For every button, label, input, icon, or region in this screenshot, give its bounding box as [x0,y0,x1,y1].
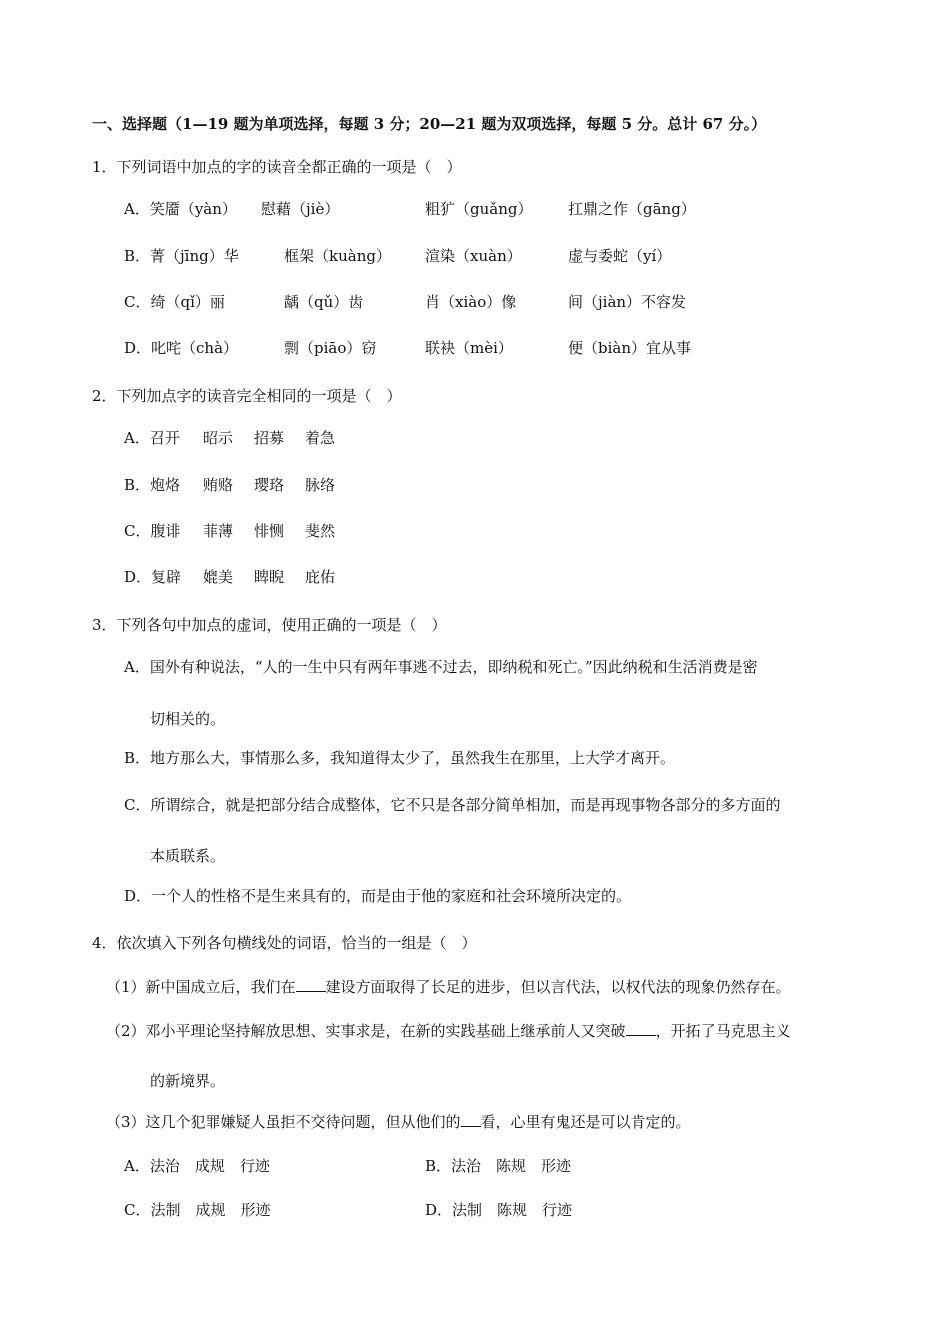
q2-option-b-word-3: 璎珞 [254,476,285,494]
q4-option-c: C．法制 成规 形迹 [124,1201,271,1219]
q1-option-b-item-3: 渲染（xuàn） [425,247,522,265]
q1-option-d-item-1: D．叱咤（chà） [124,339,239,357]
q2-option-c-word-2: 菲薄 [203,522,234,540]
q1-option-a-item-4: 扛鼎之作（gāng） [568,200,696,218]
q1-option-a-item-3: 粗犷（guǎng） [425,200,533,218]
q4-sentence-1-part-2: 建设方面取得了长足的进步，但以言代法，以权代法的现象仍然存在。 [325,978,791,996]
q4-blank-3 [461,1112,481,1127]
q3-option-a-line-1: A．国外有种说法，“人的一生中只有两年事逃不过去，即纳税和死亡。”因此纳税和生活消费是密 [124,658,758,676]
q2-option-b-word-2: 贿赂 [203,476,234,494]
q1-option-c-item-1: C．绮（qǐ）丽 [124,293,225,311]
q4-sentence-3 [106,1112,691,1132]
section-heading: 一、选择题（1—19 题为单项选择，每题 3 分；20—21 题为双项选择，每题 5 分。总计 67 分。） [92,115,767,133]
q4-sentence-1-part-1: （1）新中国成立后，我们在 [106,978,296,996]
question-2-stem: 2．下列加点字的读音完全相同的一项是（ ） [92,387,402,405]
q4-sentence-2-part-1: （2）邓小平理论坚持解放思想、实事求是，在新的实践基础上继承前人又突破 [106,1022,626,1040]
q3-option-a-line-2: 切相关的。 [150,710,226,728]
q2-option-a-word-2: 昭示 [203,429,234,447]
q4-blank-2 [626,1021,656,1036]
q1-option-a-item-2: 慰藉（jiè） [261,200,340,218]
q2-option-a-word-4: 着急 [305,429,336,447]
q4-option-a: A．法治 成规 行迹 [124,1157,270,1175]
question-1-stem: 1．下列词语中加点的字的读音全都正确的一项是（ ） [92,158,462,176]
q2-option-d-word-1: D．复辟 [124,568,182,586]
q2-option-d-word-3: 睥睨 [254,568,285,586]
q3-option-c-line-2: 本质联系。 [150,847,226,865]
q2-option-c-word-3: 悱恻 [254,522,285,540]
q4-sentence-3-part-1: （3）这几个犯罪嫌疑人虽拒不交待问题，但从他们的 [106,1113,461,1131]
q2-option-d-word-4: 庇佑 [305,568,336,586]
question-3-stem: 3．下列各句中加点的虚词，使用正确的一项是（ ） [92,616,447,634]
q3-option-d: D．一个人的性格不是生来具有的，而是由于他的家庭和社会环境所决定的。 [124,887,632,905]
q2-option-c-word-1: C．腹诽 [124,522,181,540]
q2-option-d-word-2: 媲美 [203,568,234,586]
q1-option-b-item-1: B．菁（jīng）华 [124,247,239,265]
q2-option-c-word-4: 斐然 [305,522,336,540]
q3-option-c-line-1: C．所谓综合，就是把部分结合成整体，它不只是各部分简单相加，而是再现事物各部分的多方面的 [124,796,781,814]
q2-option-a-word-3: 招募 [254,429,285,447]
q4-blank-1 [296,977,326,992]
q4-sentence-2-continued: 的新境界。 [150,1072,226,1090]
q4-sentence-2 [106,1021,791,1041]
q1-option-d-item-3: 联袂（mèi） [425,339,513,357]
q2-option-a-word-1: A．召开 [124,429,180,447]
q1-option-b-item-2: 框架（kuàng） [284,247,391,265]
q2-option-b-word-4: 脉络 [305,476,336,494]
q4-option-d: D．法制 陈规 行迹 [425,1201,573,1219]
q1-option-c-item-2: 龋（qǔ）齿 [284,293,364,311]
question-4-stem: 4．依次填入下列各句横线处的词语，恰当的一组是（ ） [92,934,477,952]
q4-option-b: B．法治 陈规 形迹 [425,1157,572,1175]
q1-option-c-item-4: 间（jiàn）不容发 [568,293,687,311]
q4-sentence-1 [106,977,791,997]
q1-option-b-item-4: 虚与委蛇（yí） [568,247,672,265]
q3-option-b: B．地方那么大，事情那么多，我知道得太少了，虽然我生在那里，上大学才离开。 [124,749,676,767]
q1-option-d-item-2: 剽（piāo）窃 [284,339,377,357]
q1-option-a-item-1: A．笑靥（yàn） [124,200,237,218]
q2-option-b-word-1: B．炮烙 [124,476,181,494]
q1-option-c-item-3: 肖（xiào）像 [425,293,517,311]
q4-sentence-2-part-2: ，开拓了马克思主义 [655,1022,791,1040]
q4-sentence-3-part-2: 看，心里有鬼还是可以肯定的。 [480,1113,691,1131]
q1-option-d-item-4: 便（biàn）宜从事 [568,339,692,357]
